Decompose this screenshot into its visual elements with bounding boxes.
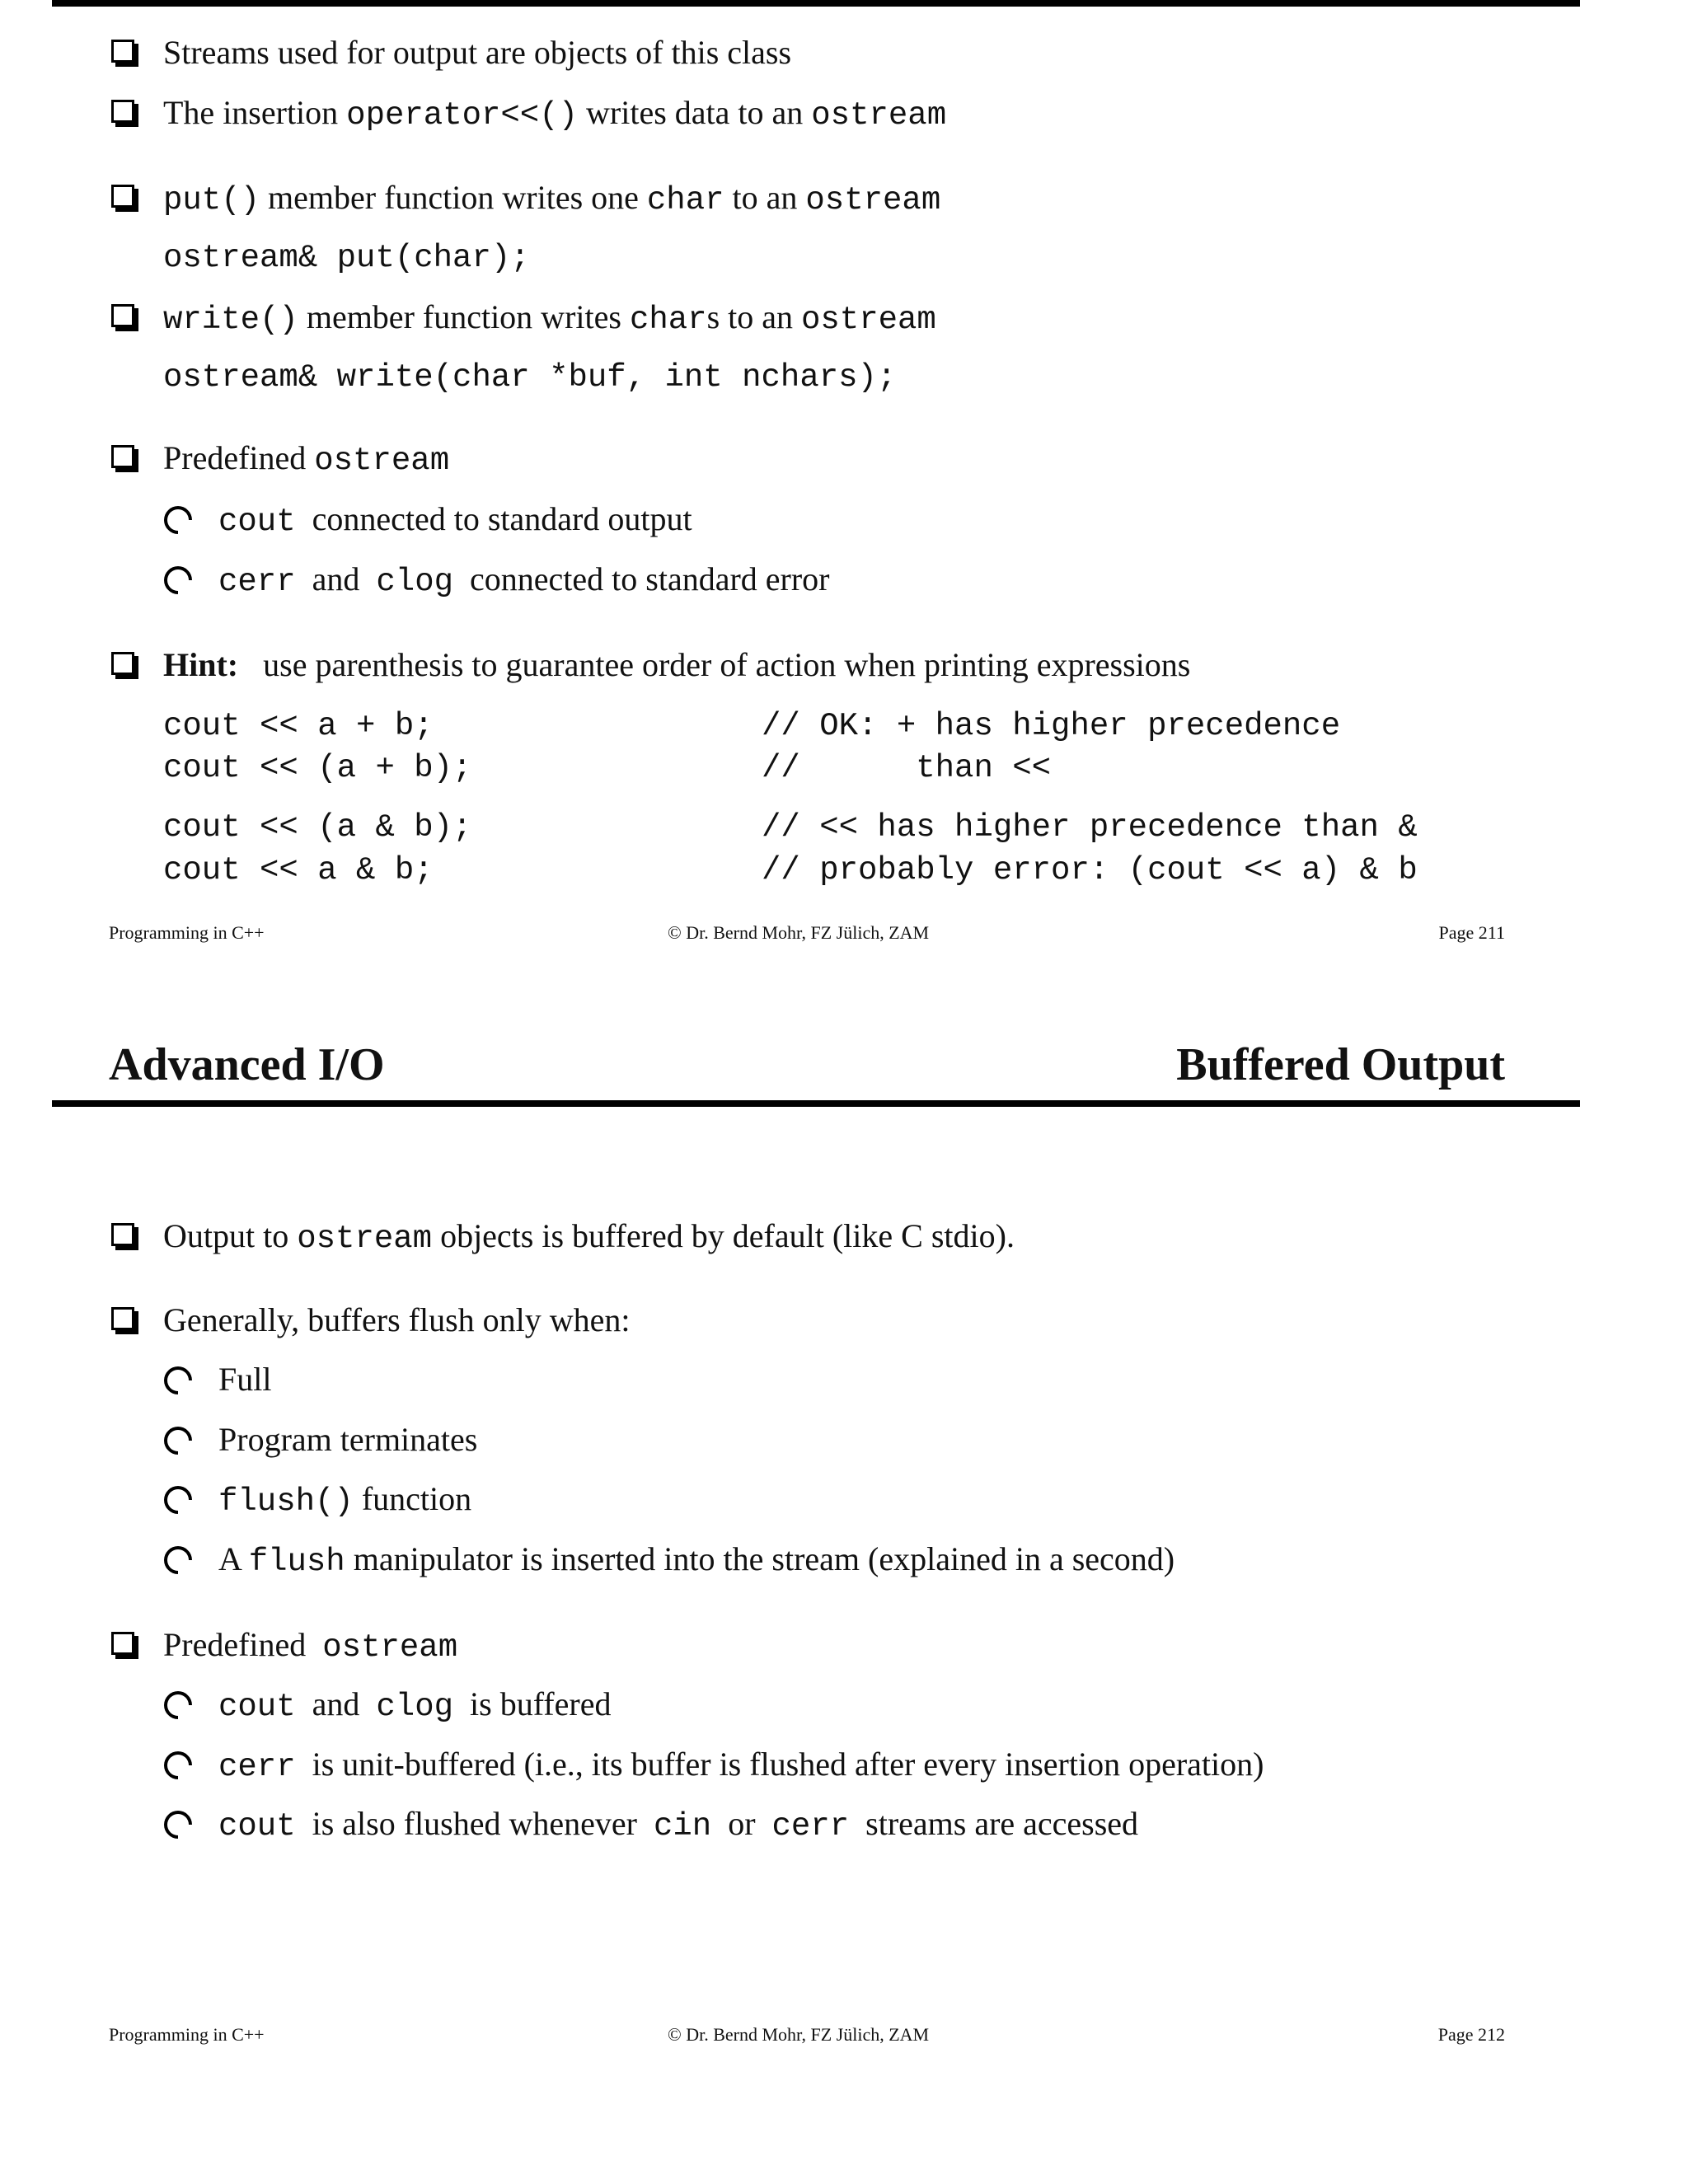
code-term: ostream — [322, 1629, 458, 1666]
text-run: is also flushed whenever — [295, 1805, 654, 1842]
code-term: ostream — [314, 443, 450, 479]
sub-bullet-text — [218, 560, 829, 602]
text-run: streams are accessed — [849, 1805, 1139, 1842]
text-run: Full — [218, 1361, 272, 1398]
text-run: Generally, buffers flush only when: — [163, 1301, 631, 1338]
footer-page: Page 211 — [1438, 922, 1505, 943]
bullet-circle-icon — [158, 1540, 198, 1580]
bullet-square-icon — [111, 100, 134, 123]
text-run: objects is buffered by default (like C stdio). — [432, 1217, 1015, 1254]
code-term: char — [646, 182, 724, 218]
sub-bullet-text — [218, 1745, 1264, 1787]
code-term: ostream — [811, 97, 947, 134]
bullet-square-icon — [111, 40, 134, 63]
sub-bullet-text — [218, 1360, 271, 1399]
code-comment: // than << — [762, 750, 1052, 786]
text-run: manipulator is inserted into the stream (explained in a second) — [345, 1540, 1175, 1577]
code-term: ostream — [297, 1221, 433, 1257]
bullet-circle-icon — [158, 1685, 198, 1725]
emphasis-label: Hint: — [163, 646, 239, 683]
bullet-square-icon — [111, 445, 134, 468]
sub-bullet-text — [218, 1479, 471, 1521]
text-run: writes data to an — [578, 94, 812, 131]
top-rule — [52, 0, 1580, 7]
text-run: or — [711, 1805, 772, 1842]
slide-title: Buffered Output — [1176, 1039, 1505, 1090]
sub-bullet-text — [218, 1685, 611, 1727]
text-run: connected to standard error — [453, 560, 830, 598]
code-comment: // OK: + has higher precedence — [762, 708, 1341, 744]
bullet-text — [163, 438, 449, 480]
text-run: Predefined — [163, 439, 315, 476]
bullet-circle-icon — [158, 560, 198, 600]
code-term: cout — [218, 1808, 296, 1844]
bullet-circle-icon — [158, 500, 198, 540]
code-term: cin — [653, 1808, 712, 1844]
bullet-circle-icon — [158, 1805, 198, 1844]
bullet-text — [163, 33, 791, 73]
text-run: A — [218, 1540, 249, 1577]
footer-left: Programming in C++ — [109, 2024, 265, 2045]
bullet-text — [163, 1625, 457, 1667]
bullet-square-icon — [111, 185, 134, 208]
footer-center: © Dr. Bernd Mohr, FZ Jülich, ZAM — [668, 2024, 930, 2045]
text-run: Streams used for output are objects of this class — [163, 34, 792, 71]
footer-center: © Dr. Bernd Mohr, FZ Jülich, ZAM — [668, 922, 930, 943]
text-run: The insertion — [163, 94, 347, 131]
code-term: put() — [163, 182, 260, 218]
code-term: write() — [163, 302, 298, 338]
code-term: char — [629, 302, 707, 338]
code-term: ostream — [801, 302, 936, 338]
bullet-circle-icon — [158, 1421, 198, 1460]
bullet-circle-icon — [158, 1480, 198, 1520]
code-term: cerr — [218, 1749, 296, 1785]
code-term: flush — [248, 1544, 345, 1580]
code-term: cerr — [218, 564, 296, 600]
code-line: cout << a + b; — [163, 708, 434, 744]
text-run: is buffered — [453, 1685, 612, 1722]
text-run: s to an — [706, 298, 801, 335]
text-run: and — [295, 1685, 377, 1722]
bullet-text — [163, 1216, 1015, 1258]
code-term: operator<<() — [346, 97, 579, 134]
bullet-text — [163, 93, 946, 135]
code-term: clog — [376, 564, 454, 600]
text-run: to an — [724, 179, 806, 216]
code-line: cout << a & b; — [163, 852, 434, 888]
bullet-text — [163, 178, 940, 220]
code-line: cout << (a + b); — [163, 750, 472, 786]
bullet-text — [163, 1301, 631, 1340]
sub-bullet-text — [218, 1804, 1138, 1846]
bullet-square-icon — [111, 1632, 134, 1655]
code-signature: ostream& put(char); — [163, 240, 530, 276]
title-rule — [52, 1100, 1580, 1107]
text-run: Predefined — [163, 1626, 323, 1663]
sub-bullet-text — [218, 1420, 477, 1460]
bullet-text — [163, 298, 936, 340]
bullet-circle-icon — [158, 1361, 198, 1400]
text-run: use parenthesis to guarantee order of action when printing expressions — [238, 646, 1191, 683]
code-term: ostream — [805, 182, 941, 218]
code-line: cout << (a & b); — [163, 809, 472, 846]
code-signature: ostream& write(char *buf, int nchars); — [163, 359, 897, 396]
text-run: Program terminates — [218, 1421, 478, 1458]
bullet-square-icon — [111, 1307, 134, 1330]
section-title: Advanced I/O — [109, 1039, 385, 1090]
text-run: connected to standard output — [295, 500, 692, 537]
code-term: clog — [376, 1689, 454, 1725]
text-run: Output to — [163, 1217, 298, 1254]
sub-bullet-text — [218, 1540, 1175, 1582]
bullet-square-icon — [111, 1223, 134, 1246]
text-run: member function writes one — [260, 179, 647, 216]
footer-page: Page 212 — [1437, 2024, 1505, 2045]
code-term: cerr — [771, 1808, 850, 1844]
text-run: member function writes — [298, 298, 630, 335]
bullet-square-icon — [111, 652, 134, 675]
text-run: is unit-buffered (i.e., its buffer is flushed after every insertion operation) — [295, 1746, 1264, 1783]
code-comment: // probably error: (cout << a) & b — [762, 852, 1418, 888]
footer-left: Programming in C++ — [109, 922, 265, 943]
text-run: function — [353, 1480, 472, 1517]
bullet-square-icon — [111, 304, 134, 327]
code-term: cout — [218, 1689, 296, 1725]
code-comment: // << has higher precedence than & — [762, 809, 1418, 846]
code-term: cout — [218, 504, 296, 540]
sub-bullet-text — [218, 499, 692, 541]
bullet-circle-icon — [158, 1746, 198, 1785]
code-term: flush() — [218, 1483, 354, 1520]
hint-text — [163, 645, 1190, 685]
text-run: and — [295, 560, 377, 598]
